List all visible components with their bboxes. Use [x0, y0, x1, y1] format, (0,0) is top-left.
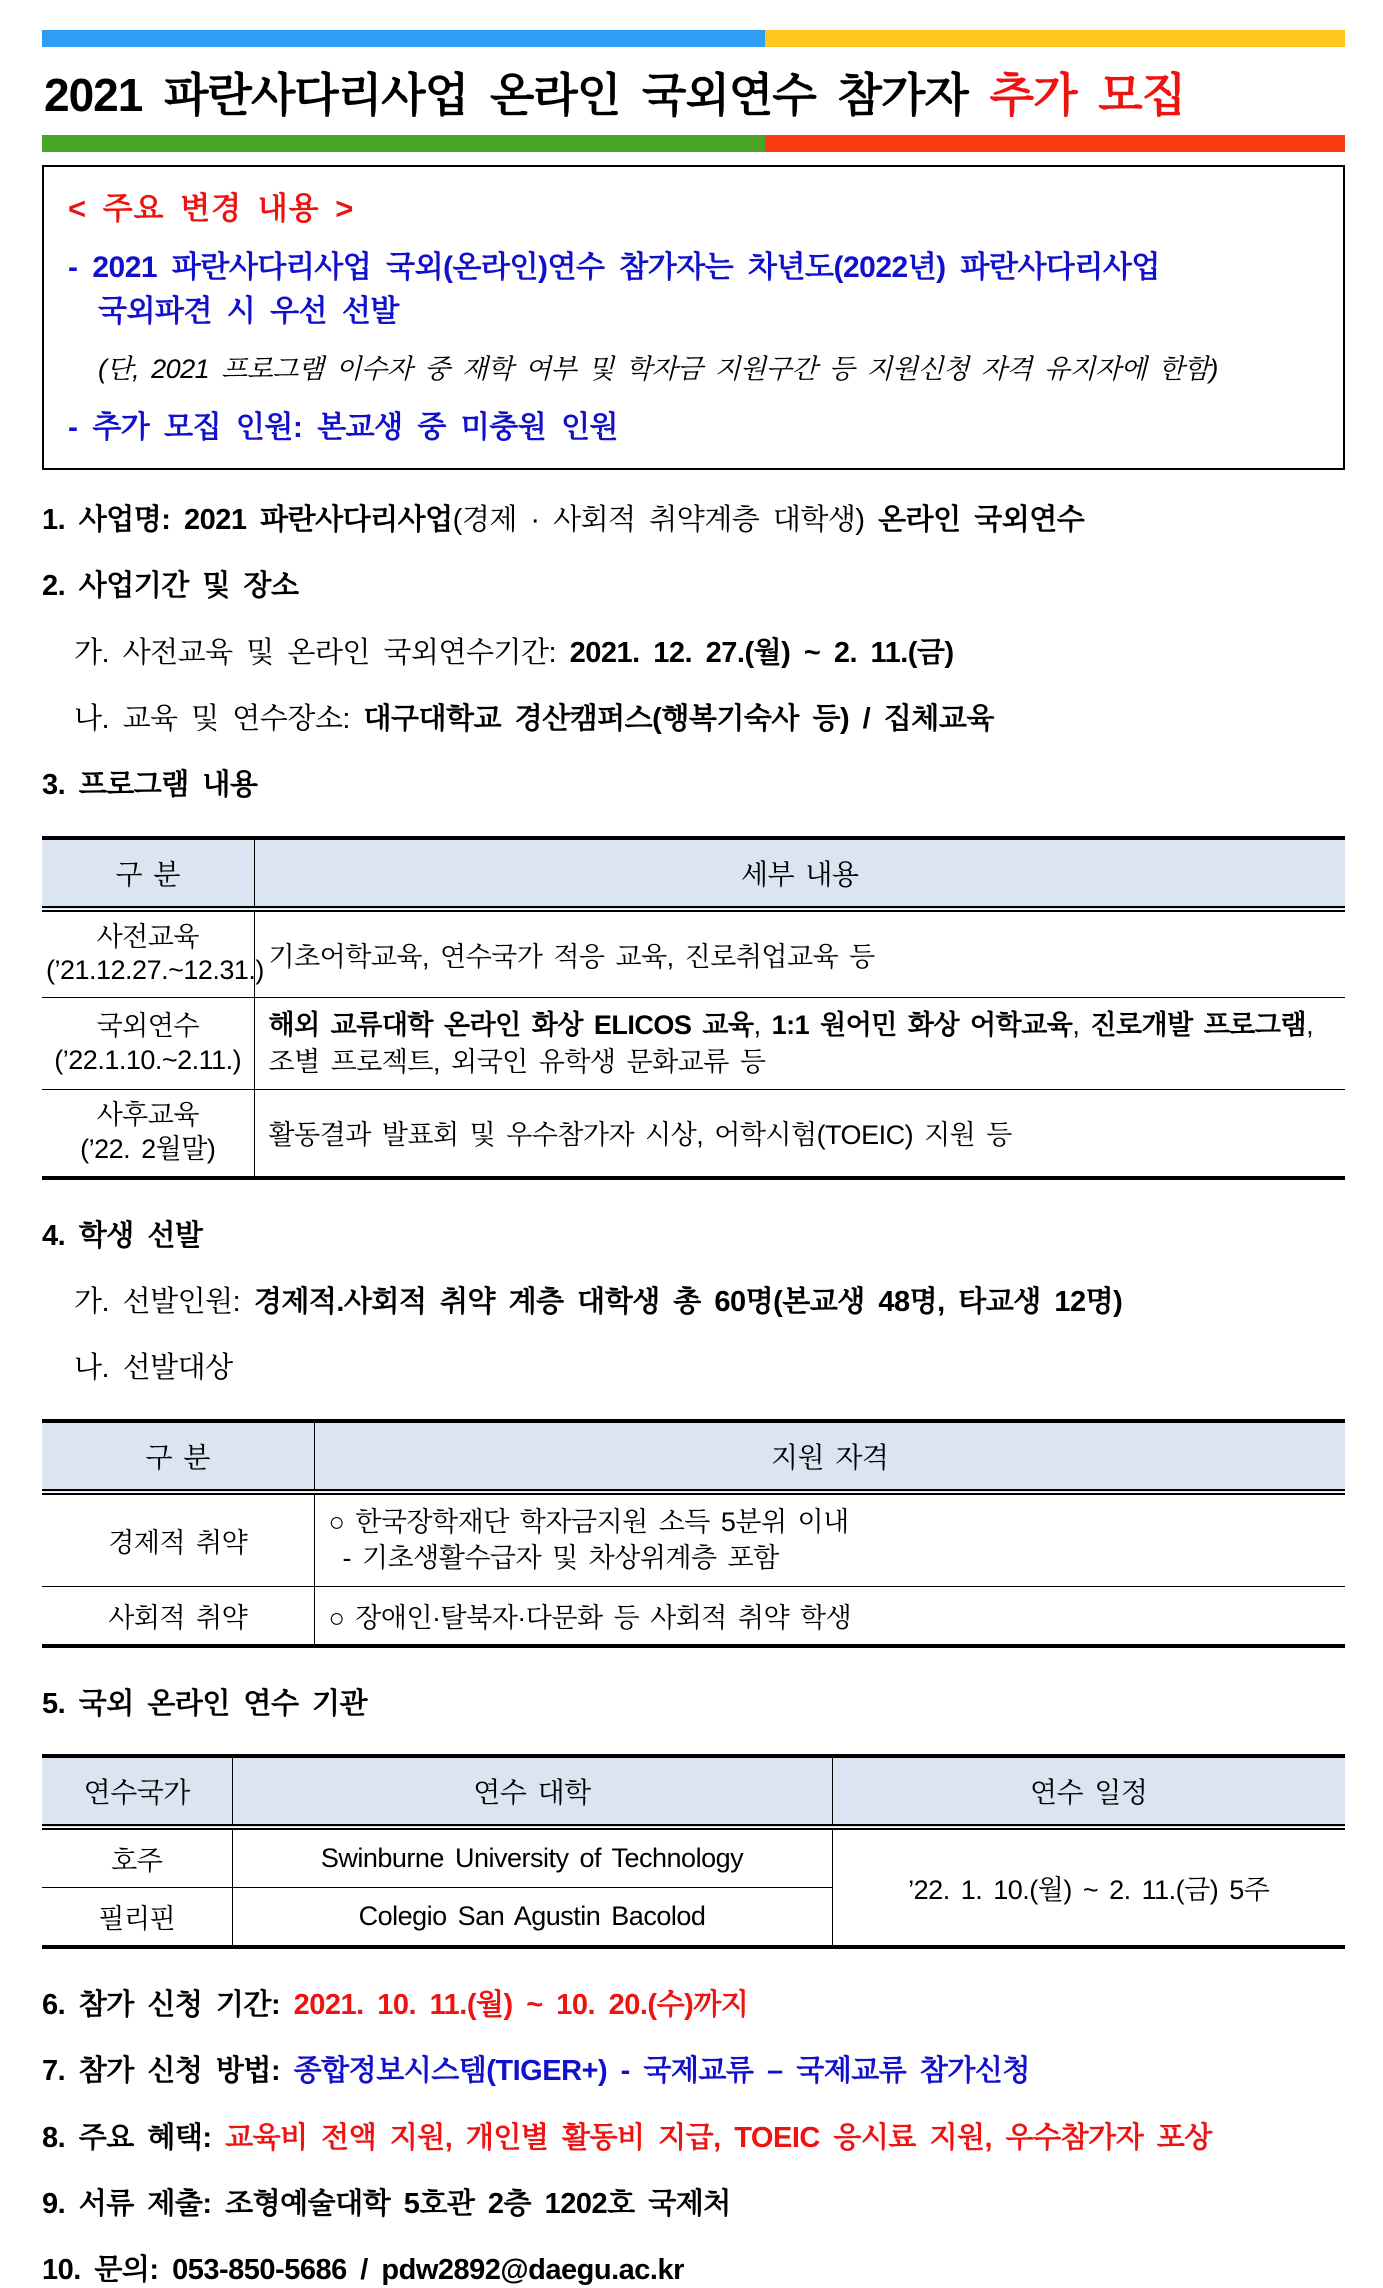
- section-5-heading: 5. 국외 온라인 연수 기관: [42, 1687, 368, 1720]
- institution-table: [42, 1754, 1345, 1949]
- section-8-value: 교육비 전액 지원, 개인별 활동비 지급, TOEIC 응시료 지원, 우수참가자 포상: [225, 2121, 1212, 2154]
- section-10-label: 10. 문의:: [42, 2254, 173, 2287]
- section-6-application-period: [42, 1989, 1345, 2022]
- section-4a-label: 가. 선발인원:: [74, 1285, 254, 1318]
- section-9-document-submission: [42, 2188, 1345, 2221]
- eligibility-table-header-row: [42, 1421, 1345, 1492]
- institution-table-header-country: 연수국가: [42, 1756, 232, 1827]
- notice-point-1-line-1: - 2021 파란사다리사업 국외(온라인)연수 참가자는 차년도(2022년) 파란사다리사업: [68, 251, 1160, 284]
- table-row: [42, 1827, 1345, 1888]
- section-3-heading: 3. 프로그램 내용: [42, 769, 258, 802]
- eligibility-row-1-label: 경제적 취약: [108, 1527, 248, 1558]
- section-1-bold-text: 온라인 국외연수: [878, 504, 1085, 536]
- program-row-2-label: [42, 998, 254, 1090]
- eligibility-row-1-line-2: - 기초생활수급자 및 차상위계층 포함: [342, 1543, 779, 1574]
- program-table-header-category: 구 분: [42, 838, 254, 909]
- program-row-2-rest: , 조별 프로젝트, 외국인 유학생 문화교류 등: [268, 1010, 1314, 1077]
- institution-table-header-university: 연수 대학: [232, 1756, 832, 1827]
- institution-row-2-country: 필리핀: [42, 1887, 232, 1947]
- table-row: [42, 1090, 1345, 1178]
- notice-point-1-line-2: 국외파견 시 우선 선발: [98, 294, 399, 328]
- eligibility-row-2-label: 사회적 취약: [42, 1586, 314, 1646]
- section-2a-period: [74, 637, 1345, 670]
- section-4b-target: 나. 선발대상: [74, 1352, 233, 1385]
- program-row-3-content: 활동결과 발표회 및 우수참가자 시상, 어학시험(TOEIC) 지원 등: [254, 1090, 1345, 1178]
- table-row: [42, 1492, 1345, 1586]
- program-table-header-row: [42, 838, 1345, 909]
- program-row-3-label-title: 사후교육: [96, 1100, 199, 1131]
- notice-point-1: [68, 246, 1319, 333]
- program-row-2-sep-1: ,: [753, 1010, 772, 1041]
- document-title-highlight: 추가 모집: [989, 69, 1186, 121]
- program-row-1-content: 기초어학교육, 연수국가 적응 교육, 진로취업교육 등: [254, 909, 1345, 998]
- notice-note: (단, 2021 프로그램 이수자 중 재학 여부 및 학자금 지원구간 등 지원신청 자격 유지자에 한함): [98, 354, 1218, 384]
- eligibility-table-header-qualification: 지원 자격: [314, 1421, 1345, 1492]
- section-7-label: 7. 참가 신청 방법:: [42, 2055, 294, 2088]
- section-4a-value: 경제적.사회적 취약 계층 대학생 총 60명(본교생 48명, 타교생 12명): [253, 1285, 1123, 1318]
- program-row-3-label: [42, 1090, 254, 1178]
- program-row-1-label-dates: (’21.12.27.~12.31.): [46, 955, 264, 986]
- section-8-benefits: [42, 2122, 1345, 2155]
- header-bottom-bar: [42, 135, 1345, 152]
- bottom-bar-red-segment: [765, 135, 1345, 152]
- eligibility-row-2-content: ○ 장애인·탈북자·다문화 등 사회적 취약 학생: [314, 1586, 1345, 1646]
- program-row-2-content: [254, 998, 1345, 1090]
- section-9-value: 조형예술대학 5호관 2층 1202호 국제처: [225, 2187, 731, 2220]
- program-row-1-label: [42, 909, 264, 998]
- institution-schedule-cell: ’22. 1. 10.(월) ~ 2. 11.(금) 5주: [832, 1827, 1345, 1947]
- program-row-2-bold-1: 해외 교류대학 온라인 화상 ELICOS 교육: [268, 1010, 754, 1041]
- section-6-label: 6. 참가 신청 기간:: [42, 1988, 294, 2021]
- section-2b-label: 나. 교육 및 연수장소:: [74, 703, 364, 736]
- program-row-1-label-title: 사전교육: [96, 921, 199, 952]
- top-bar-yellow-segment: [765, 30, 1345, 47]
- section-4a-headcount: [74, 1286, 1345, 1319]
- eligibility-table: [42, 1419, 1345, 1648]
- program-row-2-label-title: 국외연수: [96, 1010, 199, 1041]
- section-4-heading: 4. 학생 선발: [42, 1219, 203, 1252]
- institution-table-header-row: [42, 1756, 1345, 1827]
- section-6-value: 2021. 10. 11.(월) ~ 10. 20.(수)까지: [293, 1988, 749, 2021]
- document-title: [44, 59, 1345, 125]
- section-2-heading: 2. 사업기간 및 장소: [42, 570, 299, 603]
- program-row-2-label-dates: (’22.1.10.~2.11.): [54, 1044, 242, 1075]
- program-row-2-sep-2: ,: [1072, 1010, 1091, 1041]
- eligibility-row-1-line-1: ○ 한국장학재단 학자금지원 소득 5분위 이내: [328, 1506, 849, 1537]
- table-row: [42, 909, 1345, 998]
- program-table-header-detail: 세부 내용: [254, 838, 1345, 909]
- section-9-label: 9. 서류 제출:: [42, 2187, 226, 2220]
- section-2b-value: 대구대학교 경산캠퍼스(행복기숙사 등) / 집체교육: [363, 703, 994, 736]
- program-row-2-bold-2: 1:1 원어민 화상 어학교육: [771, 1010, 1073, 1041]
- program-row-3-label-dates: (’22. 2월말): [80, 1133, 216, 1164]
- bottom-bar-green-segment: [42, 135, 765, 152]
- document-title-main: 2021 파란사다리사업 온라인 국외연수 참가자: [44, 69, 990, 121]
- section-8-label: 8. 주요 혜택:: [42, 2121, 226, 2154]
- section-2a-label: 가. 사전교육 및 온라인 국외연수기간:: [74, 636, 570, 669]
- table-row: [42, 1586, 1345, 1646]
- section-1-normal-text: (경제 · 사회적 취약계층 대학생): [452, 504, 879, 536]
- header-top-bar: [42, 30, 1345, 47]
- table-row: [42, 998, 1345, 1090]
- section-1-label: 1. 사업명: 2021 파란사다리사업: [42, 504, 453, 536]
- institution-table-header-schedule: 연수 일정: [832, 1756, 1345, 1827]
- eligibility-table-header-category: 구 분: [42, 1421, 314, 1492]
- section-10-contact: [42, 2254, 1345, 2287]
- eligibility-row-1-content: [314, 1492, 1345, 1586]
- section-1-business-name: [42, 504, 1345, 537]
- notice-point-2: - 추가 모집 인원: 본교생 중 미충원 인원: [68, 411, 619, 444]
- section-10-value: 053-850-5686 / pdw2892@daegu.ac.kr: [172, 2254, 684, 2287]
- institution-row-2-university: Colegio San Agustin Bacolod: [232, 1887, 832, 1947]
- section-7-value: 종합정보시스템(TIGER+) - 국제교류 – 국제교류 참가신청: [293, 2055, 1030, 2088]
- section-2b-place: [74, 703, 1345, 736]
- institution-row-1-university: Swinburne University of Technology: [232, 1827, 832, 1888]
- program-row-2-bold-3: 진로개발 프로그램: [1090, 1010, 1307, 1041]
- notice-box: [42, 165, 1345, 470]
- notice-box-heading: < 주요 변경 내용 >: [68, 191, 355, 226]
- section-2a-value: 2021. 12. 27.(월) ~ 2. 11.(금): [569, 636, 954, 669]
- program-table: [42, 836, 1345, 1180]
- document-body: [42, 504, 1345, 2288]
- top-bar-blue-segment: [42, 30, 765, 47]
- section-7-application-method: [42, 2055, 1345, 2088]
- institution-row-1-country: 호주: [111, 1845, 163, 1876]
